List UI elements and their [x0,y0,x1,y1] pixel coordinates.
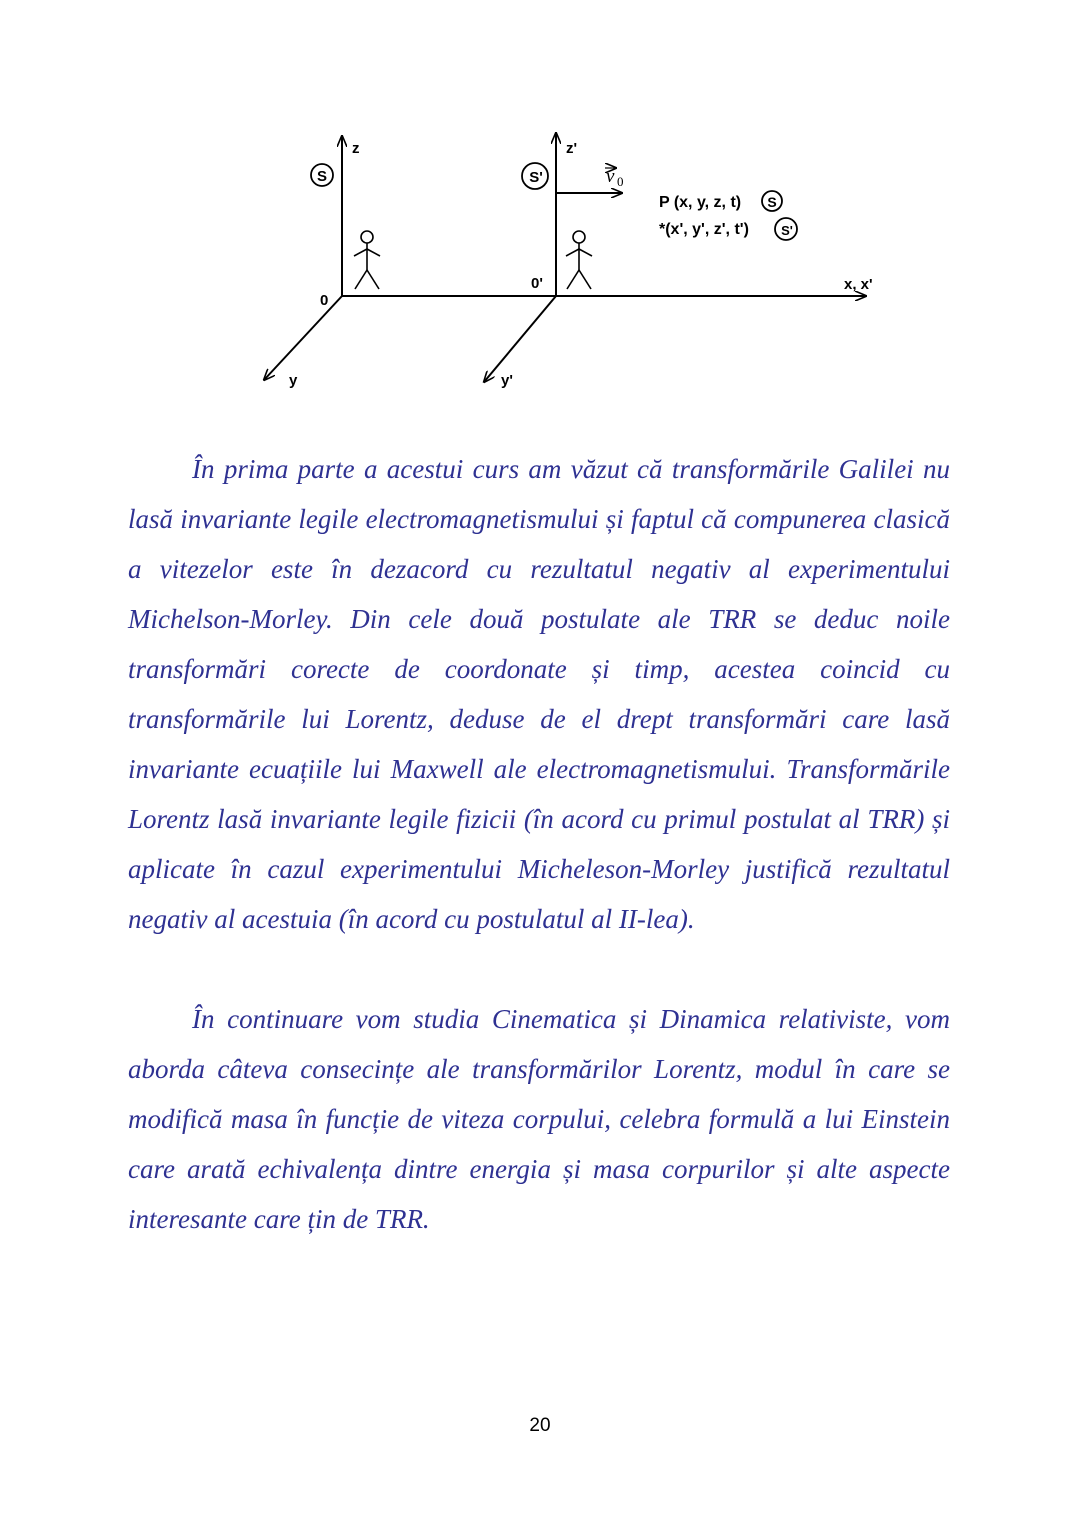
page-number: 20 [529,1415,551,1436]
point-badge-s-prime [775,218,797,240]
frame-s-badge-label: S [316,168,328,185]
observer-s-icon [354,231,380,289]
velocity-symbol: v [606,166,615,187]
paragraph-continuation: În continuare vom studia Cinematica și Dinamica relativiste, vom aborda câteva consecințe ale transformărilor Lorentz, modul în care se modifică masa în funcție de viteza corpului, celebra formulă a lui Einstein care arată echivalența dintre energia și masa corpurilor și alte aspecte interesante care țin de TRR. [128,1004,950,1234]
axis-z-prime-label: z' [566,140,578,157]
point-label-s: P (x, y, z, t) [659,194,742,211]
y-axis-s [264,296,342,380]
point-badge-s-prime-label: S' [781,223,793,238]
observer-s-prime-icon [566,231,592,289]
axis-z-label: z [352,140,360,157]
paragraph-galilei-lorentz: În prima parte a acestui curs am văzut că transformările Galilei nu lasă invariante legile electromagnetismului și faptul că compunerea clasică a vitezelor este în dezacord cu rezultatul negativ al experimentului Michelson-Morley. Din cele două postulate ale TRR se deduc noile transformări corecte de coordonate și timp, acestea coincid cu transformările lui Lorentz, deduse de el drept transformări care lasă invariante ecuațiile lui Maxwell ale electromagnetismului. Transformările Lorentz lasă invariante legile fizicii (în acord cu primul postulat al TRR) și aplicate în cazul experimentului Micheleson-Morley justifică rezultatul negativ al acestuia (în acord cu postulatul al II-lea). [128,454,950,934]
point-badge-s [762,191,782,211]
frame-s-prime-badge-label: S' [529,169,543,186]
reference-frames-diagram [0,0,1080,430]
origin-o-prime-label: 0' [531,275,543,292]
frame-s-badge [311,164,333,186]
point-badge-s-label: S [767,194,777,210]
y-axis-s-prime [484,296,556,382]
axis-y-label: y [289,372,298,389]
origin-o-label: 0 [320,292,329,309]
point-label-s-prime: *(x', y', z', t') [659,221,749,238]
axis-x-label: x, x' [844,276,873,293]
frame-s-prime-badge [522,163,548,189]
velocity-subscript: 0 [617,174,624,189]
velocity-label [605,166,624,189]
axis-y-prime-label: y' [501,372,513,389]
